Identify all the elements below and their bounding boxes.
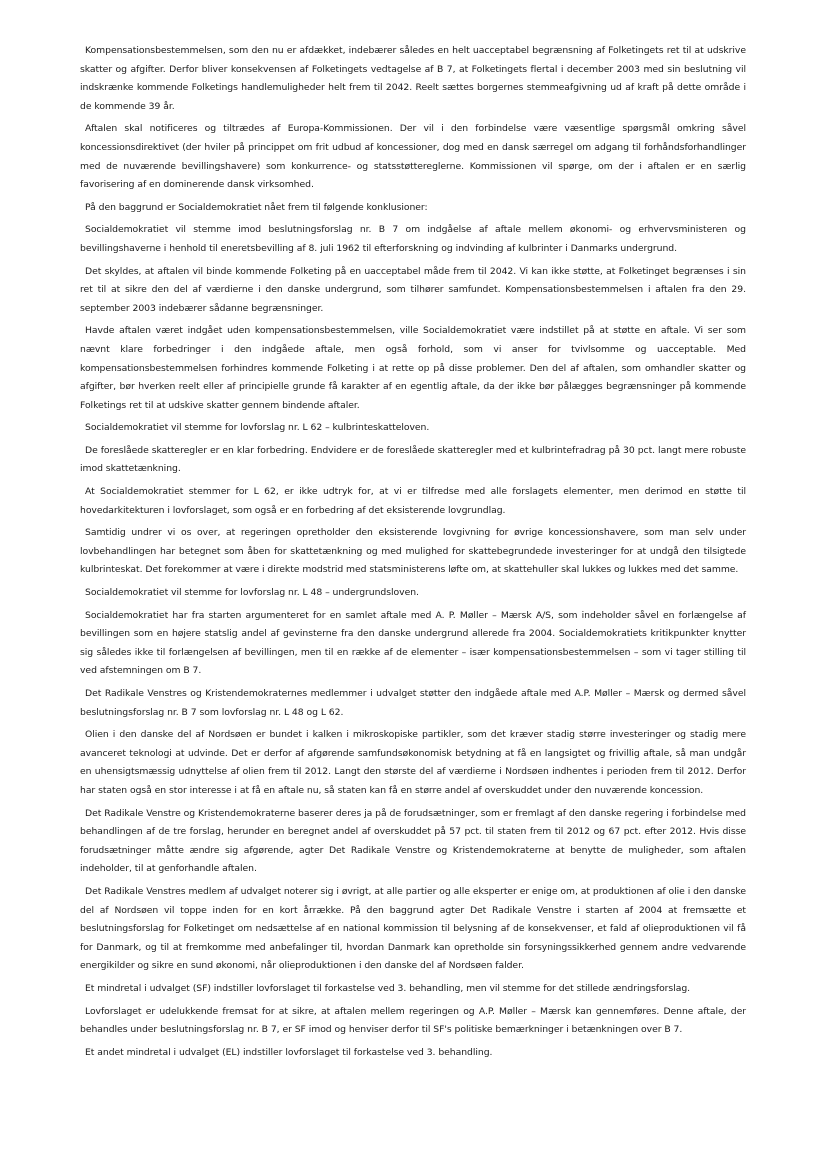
document-page (80, 42, 746, 1066)
paragraph-13: Det Radikale Venstres og Kristendemokraternes medlemmer i udvalget støtter den indgåede aftale med A.P. Møller – Mærsk og dermed såvel beslutningsforslag nr. B 7 som lovforslag nr. L 48 og L 62. (80, 688, 746, 718)
paragraph-11: Socialdemokratiet vil stemme for lovforslag nr. L 48 – undergrundsloven. (85, 587, 419, 599)
paragraph-8: De foreslåede skatteregler er en klar forbedring. Endvidere er de foreslåede skatteregler med et kulbrintefradrag på 30 pct. langt mere robuste imod skattetænkning. (80, 444, 746, 475)
paragraph-16: Det Radikale Venstres medlem af udvalget noterer sig i øvrigt, at alle partier og alle eksperter er enige om, at produktionen af olie i den danske del af Nordsøen vil toppe inden for en kort årrække. På den baggrund agter Det Radikale Venstre i starten af 2004 at fremsætte et beslutningsforslag for Folketinget om nedsættelse af en national kommission til belysning af de konsekvenser, et fald af olieproduktionen vil få for Danmark, og til at fremkomme med anbefalinger til, hvordan Danmark kan opretholde sin forsyningssikkerhed gennem andre vedvarende energikilder og sikre en sund økonomi, når olieproduktionen i den danske del af Nordsøen falder. (80, 885, 746, 972)
paragraph-9: At Socialdemokratiet stemmer for L 62, er ikke udtryk for, at vi er tilfredse med alle forslagets elementer, men derimod en støtte til hovedarkitekturen i lovforslaget, som også er en forbedring af det eksisterende lovgrundlag. (80, 486, 746, 516)
paragraph-7: Socialdemokratiet vil stemme for lovforslag nr. L 62 – kulbrinteskatteloven. (85, 422, 430, 434)
paragraph-10: Samtidig undrer vi os over, at regeringen opretholder den eksisterende lovgivning for øvrige koncessionshavere, som man selv under lovbehandlingen har betegnet som åben for skattetænkning og med mulighed for skattebegrundede investeringer for at undgå den tilsigtede kulbrinteskat. Det forekommer at være i direkte modstrid med statsministerens løfte om, at skattehuller skal lukkes og lukkes med det samme. (80, 527, 746, 576)
paragraph-4: Socialdemokratiet vil stemme imod beslutningsforslag nr. B 7 om indgåelse af aftale mellem økonomi- og erhvervsministeren og bevillingshaverne i henhold til eneretsbevilling af 8. juli 1962 til efterforskning og indvinding af kulbrinter i Danmarks undergrund. (80, 224, 746, 254)
paragraph-18: Lovforslaget er udelukkende fremsat for at sikre, at aftalen mellem regeringen og A.P. Møller – Mærsk kan gennemføres. Denne aftale, der behandles under beslutningsforslag nr. B 7, er SF imod og henviser derfor til SF's politiske bemærkninger i betænkningen over B 7. (80, 1005, 746, 1036)
paragraph-2: Aftalen skal notificeres og tiltrædes af Europa-Kommissionen. Der vil i den forbindelse være væsentlige spørgsmål omkring såvel koncessionsdirektivet (der hviler på princippet om frit udbud af koncessioner, dog med en dansk særregel om adgang til forhåndsforhandlinger med de nuværende bevillingshavere) som konkurrence- og statsstøttereglerne. Kommissionen vil spørge, om der i aftalen er en særlig favorisering af en dominerende dansk virksomhed. (80, 123, 746, 191)
paragraph-15: Det Radikale Venstre og Kristendemokraterne baserer deres ja på de forudsætninger, som er fremlagt af den danske regering i forbindelse med behandlingen af de tre forslag, herunder en beregnet andel af overskuddet på 57 pct. til staten frem til 2012 og 67 pct. efter 2012. Hvis disse forudsætninger måtte ændre sig afgørende, agter Det Radikale Venstre og Kristendemokraterne at benytte de muligheder, som aftalen indeholder, til at genforhandle aftalen. (80, 807, 746, 875)
paragraph-14: Olien i den danske del af Nordsøen er bundet i kalken i mikroskopiske partikler, som det kræver stadig større investeringer og stadig mere avanceret teknologi at udvinde. Det er derfor af afgørende samfundsøkonomisk betydning at få en langsigtet og frivillig aftale, så man undgår en uhensigtsmæssig udnyttelse af olien frem til 2012. Langt den største del af værdierne i Nordsøen indhentes i perioden frem til 2012. Derfor har staten også en stor interesse i at få en aftale nu, så staten kan få en større andel af overskuddet under den nuværende koncession. (80, 729, 746, 796)
paragraph-5: Det skyldes, at aftalen vil binde kommende Folketing på en uacceptabel måde frem til 2042. Vi kan ikke støtte, at Folketinget begrænses i sin ret til at sikre den del af værdierne i den danske undergrund, som tilhører samfundet. Kompensationsbestemmelsen i aftalen fra den 29. september 2003 indebærer sådanne begrænsninger. (80, 265, 746, 314)
paragraph-1: Kompensationsbestemmelsen, som den nu er afdækket, indebærer således en helt uacceptabel begrænsning af Folketingets ret til at udskrive skatter og afgifter. Derfor bliver konsekvensen af Folketingets vedtagelse af B 7, at Folketingets flertal i december 2003 med sin beslutning vil indskrænke kommende Folketings handlemuligheder helt frem til 2042. Reelt sættes borgernes stemmeafgivning ud af kraft på dette område i de kommende 39 år. (80, 45, 746, 112)
paragraph-19: Et andet mindretal i udvalget (EL) indstiller lovforslaget til forkastelse ved 3. behandling. (85, 1046, 493, 1058)
paragraph-17: Et mindretal i udvalget (SF) indstiller lovforslaget til forkastelse ved 3. behandling, men vil stemme for det stillede ændringsforslag. (85, 982, 691, 994)
paragraph-12: Socialdemokratiet har fra starten argumenteret for en samlet aftale med A. P. Møller – Mærsk A/S, som indeholder såvel en forlængelse af bevillingen som en højere statslig andel af gevinsterne fra den danske undergrund allerede fra 2004. Socialdemokratiets kritikpunkter knytter sig således ikke til forlængelsen af bevillingen, men til en række af de elementer – især kompensationsbestemmelsen – som vi tager stilling til ved afstemningen om B 7. (80, 609, 746, 677)
paragraph-6: Havde aftalen været indgået uden kompensationsbestemmelsen, ville Socialdemokratiet være indstillet på at støtte en aftale. Vi ser som nævnt klare forbedringer i den indgåede aftale, men også forhold, som vi anser for tvivlsomme og uacceptable. Med kompensationsbestemmelsen forhindres kommende Folketing i at rette op på disse problemer. Den del af aftalen, som omhandler skatter og afgifter, bør hverken reelt eller af principielle grunde få karakter af en egentlig aftale, da der ikke bør pålægges begrænsninger på kommende Folketings ret til at udskive skatter gennem bindende aftaler. (80, 325, 746, 411)
paragraph-3: På den baggrund er Socialdemokratiet nået frem til følgende konklusioner: (85, 201, 428, 213)
